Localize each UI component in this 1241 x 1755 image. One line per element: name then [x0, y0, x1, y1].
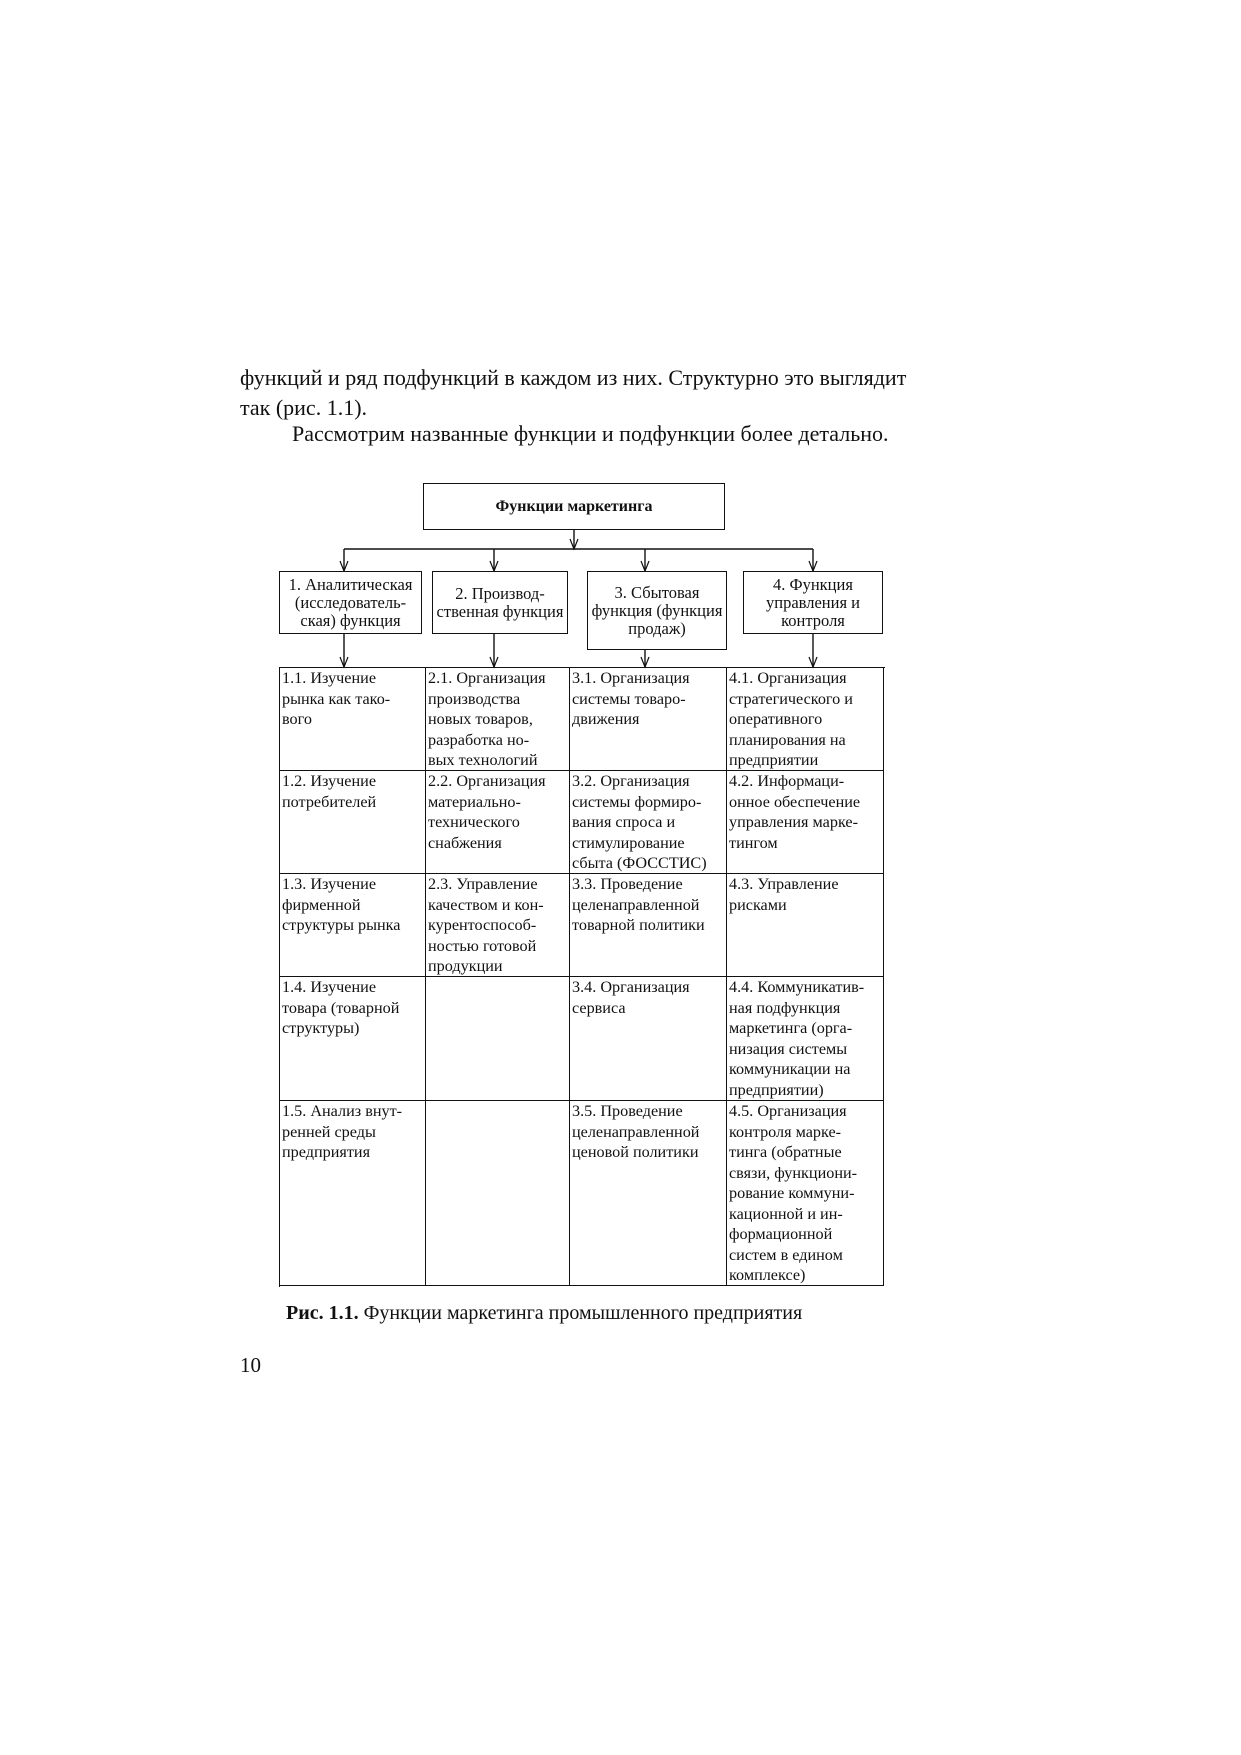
table-cell: 1.3. Изучение фирменной структуры рынка — [280, 874, 426, 977]
table-cell: 1.5. Анализ внут- ренней среды предприятия — [280, 1101, 426, 1286]
caption-text: Функции маркетинга промышленного предприятия — [358, 1302, 803, 1324]
paragraph-2: Рассмотрим названные функции и подфункции более детально. — [292, 421, 889, 446]
table-cell: 2.3. Управление качеством и кон- курентоспособ- ностью готовой продукции — [426, 874, 570, 977]
table-cell: 4.3. Управление рисками — [727, 874, 884, 977]
table-cell: 3.5. Проведение целенаправленной ценовой политики — [570, 1101, 727, 1286]
table-cell: 1.2. Изучение потребителей — [280, 771, 426, 874]
table-cell: 2.1. Организация производства новых товаров, разработка но- вых технологий — [426, 668, 570, 771]
table-cell: 2.2. Организация материально- технического снабжения — [426, 771, 570, 874]
table-cell: 4.5. Организация контроля марке- тинга (обратные связи, функциони- рование коммуни- кационной и ин- формационной систем в едином комплексе) — [727, 1101, 884, 1286]
caption-label: Рис. 1.1. — [286, 1302, 359, 1324]
page-number: 10 — [240, 1353, 261, 1377]
table-cell: 3.3. Проведение целенаправленной товарной политики — [570, 874, 727, 977]
table-cell: 1.4. Изучение товара (товарной структуры) — [280, 977, 426, 1101]
table-cell — [426, 1101, 570, 1286]
table-cell: 4.4. Коммуникатив- ная подфункция маркетинга (орга- низация системы коммуникации на предприятии) — [727, 977, 884, 1101]
function-box-management: 4. Функция управления и контроля — [743, 571, 883, 634]
paragraph-1: функций и ряд подфункций в каждом из них. Структурно это выглядит так (рис. 1.1). — [240, 365, 907, 420]
function-box-production: 2. Производ- ственная функция — [432, 571, 568, 634]
table-cell: 3.1. Организация системы товаро- движения — [570, 668, 727, 771]
subfunctions-table — [279, 667, 885, 1287]
table-cell: 3.4. Организация сервиса — [570, 977, 727, 1101]
table-cell — [426, 977, 570, 1101]
table-cell: 4.1. Организация стратегического и оперативного планирования на предприятии — [727, 668, 884, 771]
table-cell: 1.1. Изучение рынка как тако- вого — [280, 668, 426, 771]
table-cell: 4.2. Информаци- онное обеспечение управления марке- тингом — [727, 771, 884, 874]
function-box-analytical: 1. Аналитическая (исследователь- ская) функция — [279, 571, 422, 634]
figure-caption — [286, 1300, 926, 1326]
root-box: Функции маркетинга — [423, 483, 725, 530]
table-cell: 3.2. Организация системы формиро- вания спроса и стимулирование сбыта (ФОССТИС) — [570, 771, 727, 874]
function-box-sales: 3. Сбытовая функция (функция продаж) — [587, 571, 727, 650]
